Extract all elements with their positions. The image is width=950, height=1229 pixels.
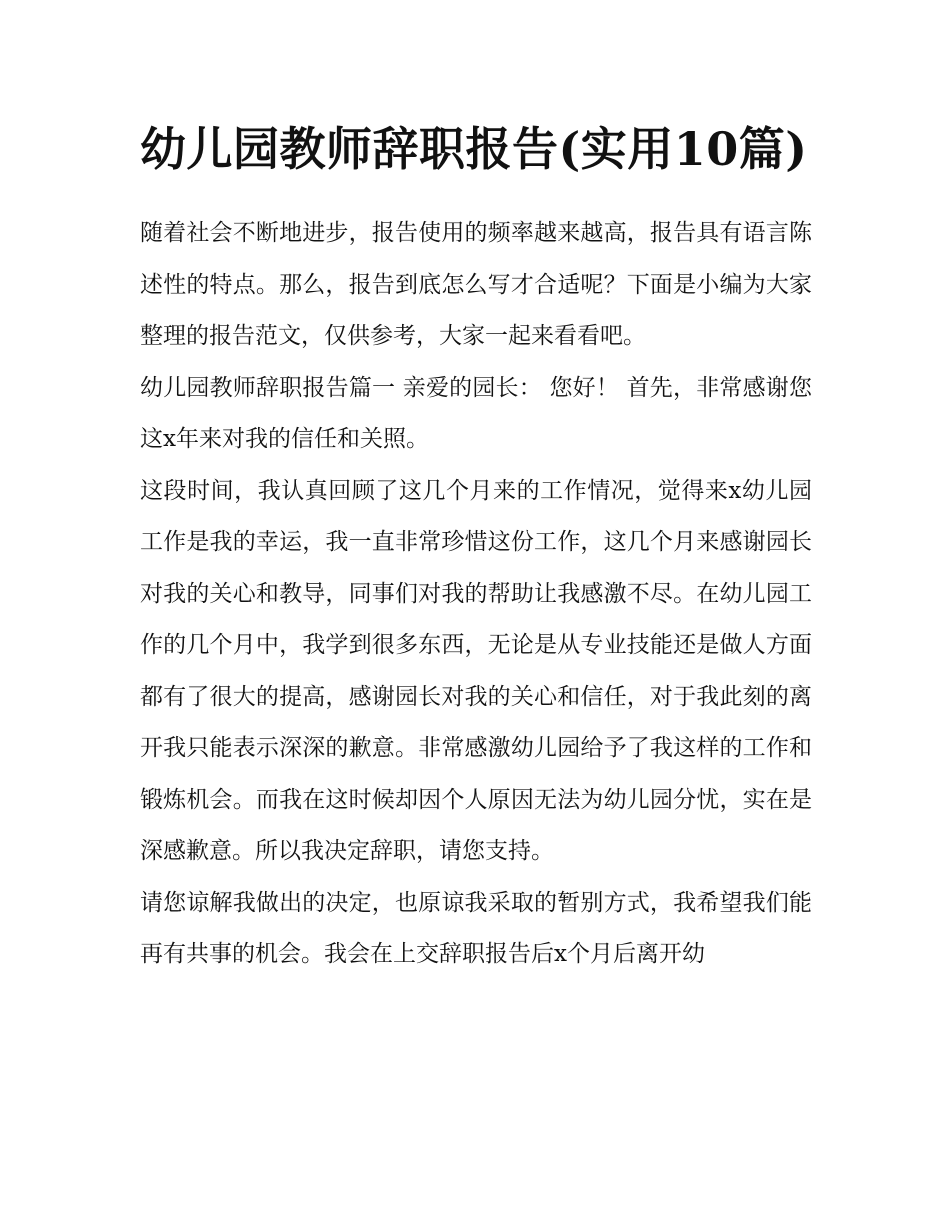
paragraph-closing: 请您谅解我做出的决定，也原谅我采取的暂别方式，我希望我们能再有共事的机会。我会在上交辞职报告后x个月后离开幼 xyxy=(140,889,812,967)
paragraph-intro: 随着社会不断地进步，报告使用的频率越来越高，报告具有语言陈述性的特点。那么，报告到底怎么写才合适呢？下面是小编为大家整理的报告范文，仅供参考，大家一起来看看吧。 xyxy=(140,220,812,349)
document-page xyxy=(140,112,812,981)
paragraph-body: 这段时间，我认真回顾了这几个月来的工作情况，觉得来x幼儿园工作是我的幸运，我一直非常珍惜这份工作，这几个月来感谢园长对我的关心和教导，同事们对我的帮助让我感激不尽。在幼儿园工作的几个月中，我学到很多东西，无论是从专业技能还是做人方面都有了很大的提高，感谢园长对我的关心和信任，对于我此刻的离开我只能表示深深的歉意。非常感激幼儿园给予了我这样的工作和锻炼机会。而我在这时候却因个人原因无法为幼儿园分忧，实在是深感歉意。所以我决定辞职，请您支持。 xyxy=(140,477,812,864)
paragraph-greeting: 幼儿园教师辞职报告篇一 亲爱的园长： 您好！ 首先，非常感谢您这x年来对我的信任和关照。 xyxy=(140,374,812,452)
document-title: 幼儿园教师辞职报告(实用10篇) xyxy=(140,122,808,176)
